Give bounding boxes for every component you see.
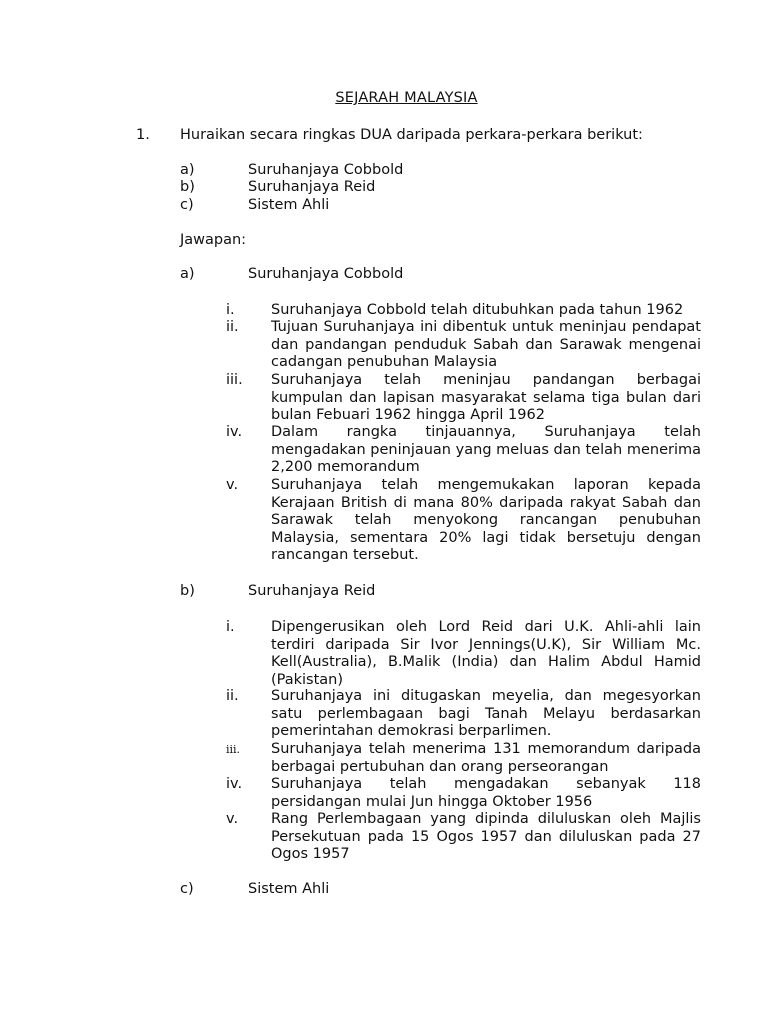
option-text: Sistem Ahli (248, 197, 330, 213)
point-text: Tujuan Suruhanjaya ini dibentuk untuk meninjau pendapat dan pandangan penduduk Sabah dan Sarawak mengenai cadangan penubuhan Malaysia (271, 319, 701, 370)
point-number: iii. (226, 372, 243, 388)
option-text: Suruhanjaya Reid (248, 179, 376, 195)
answer-heading: Jawapan: (180, 232, 247, 248)
section-title: Sistem Ahli (248, 881, 330, 897)
point-text: Suruhanjaya telah meninjau pandangan berbagai kumpulan dan lapisan masyarakat selama tiga bulan dari bulan Febuari 1962 hingga April 1962 (271, 372, 701, 423)
point-text: Suruhanjaya ini ditugaskan meyelia, dan megesyorkan satu perlembagaan bagi Tanah Melayu berdasarkan pemerintahan demokrasi berparlimen. (271, 688, 701, 739)
point-number: v. (226, 811, 239, 827)
point-text: Dalam rangka tinjauannya, Suruhanjaya telah mengadakan peninjauan yang meluas dan telah menerima 2,200 memorandum (271, 424, 701, 475)
question-text: Huraikan secara ringkas DUA daripada perkara-perkara berikut: (180, 127, 643, 143)
point-text: Dipengerusikan oleh Lord Reid dari U.K. Ahli-ahli lain terdiri daripada Sir Ivor Jennings(U.K), Sir William Mc. Kell(Australia), B.Malik (India) dan Halim Abdul Hamid (Pakistan) (271, 619, 701, 688)
point-number: iv. (226, 424, 243, 440)
question-number: 1. (136, 127, 150, 143)
point-number: i. (226, 302, 235, 318)
section-label: b) (180, 583, 195, 599)
point-number: iii. (226, 743, 241, 756)
point-number: ii. (226, 688, 239, 704)
section-title: Suruhanjaya Reid (248, 583, 376, 599)
point-text: Suruhanjaya telah mengadakan sebanyak 118 persidangan mulai Jun hingga Oktober 1956 (271, 776, 701, 810)
section-title: Suruhanjaya Cobbold (248, 266, 404, 282)
section-label: c) (180, 881, 194, 897)
document-title: SEJARAH MALAYSIA (335, 90, 478, 106)
section-label: a) (180, 266, 195, 282)
option-label: a) (180, 162, 195, 178)
point-number: v. (226, 477, 239, 493)
point-number: iv. (226, 776, 243, 792)
option-label: b) (180, 179, 195, 195)
point-number: ii. (226, 319, 239, 335)
option-label: c) (180, 197, 194, 213)
option-text: Suruhanjaya Cobbold (248, 162, 404, 178)
point-text: Suruhanjaya telah mengemukakan laporan kepada Kerajaan British di mana 80% daripada rakyat Sabah dan Sarawak telah menyokong rancangan penubuhan Malaysia, sementara 20% lagi tidak bersetuju dengan rancangan tersebut. (271, 477, 701, 563)
point-number: i. (226, 619, 235, 635)
point-text: Rang Perlembagaan yang dipinda diluluskan oleh Majlis Persekutuan pada 15 Ogos 1957 dan diluluskan pada 27 Ogos 1957 (271, 811, 701, 862)
point-text: Suruhanjaya telah menerima 131 memorandum daripada berbagai pertubuhan dan orang perseorangan (271, 741, 701, 775)
point-text: Suruhanjaya Cobbold telah ditubuhkan pada tahun 1962 (271, 302, 684, 318)
